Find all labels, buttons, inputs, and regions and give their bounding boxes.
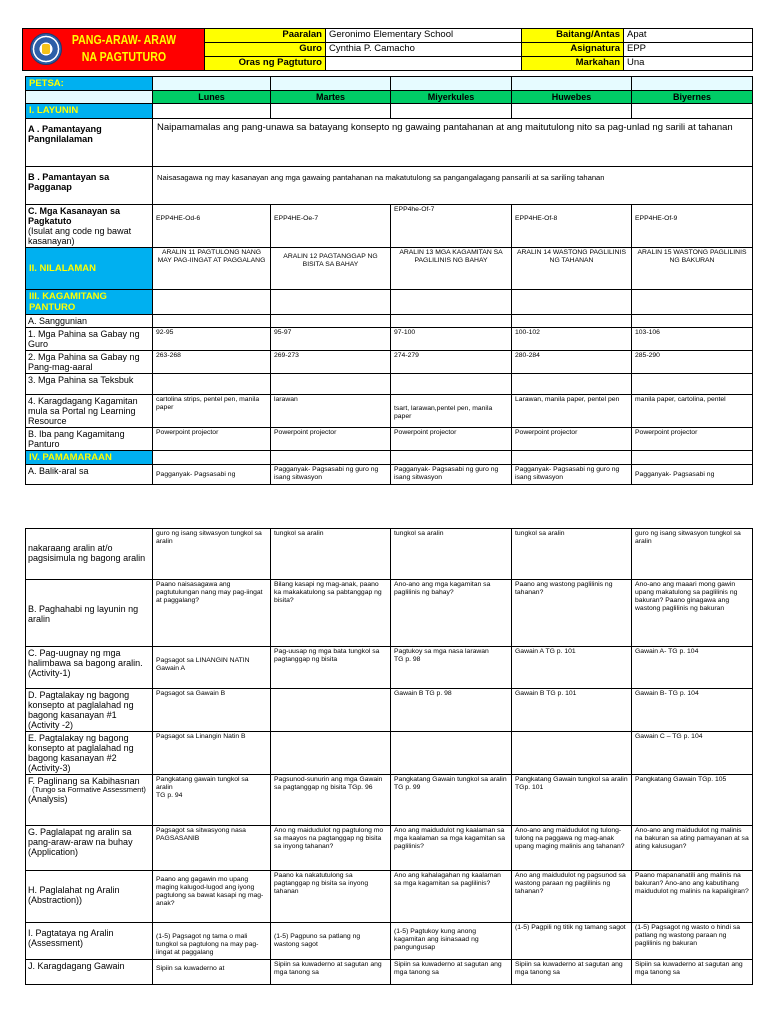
blank-cell <box>632 374 753 395</box>
blank-cell <box>512 315 632 328</box>
blank-cell <box>153 451 271 465</box>
karagdagan-kagamitan: manila paper, cartolina, pentel <box>632 395 753 428</box>
karagdagang-gawain-cell: Sipiin sa kuwaderno at sagutan ang mga tanong sa <box>391 960 512 985</box>
pag-uugnay-cell: Pagsagot sa LINANGIN NATIN Gawain A <box>153 647 271 689</box>
petsa-cell <box>271 77 391 91</box>
paglalahat-cell: Paano mapananatili ang malinis na bakuran? Ano-ano ang kabutihang maidudulot ng malinis na kapaligiran? <box>632 871 753 923</box>
layunin-c-label <box>26 205 153 248</box>
pagtataya-cell: (1-5) Pagsagot ng wasto o hindi sa patlang ng wastong paraan ng paglilinis ng bakuran <box>632 923 753 960</box>
section-layunin: I. LAYUNIN <box>26 104 153 119</box>
blank-cell <box>271 290 391 315</box>
logo-text: PANG-ARAW- ARAW NA PAGTUTURO <box>71 33 177 64</box>
gabay-mag-aaral-pahina: 274-279 <box>391 351 512 374</box>
pagtalakay-1-cell <box>271 689 391 732</box>
pagtataya-title: I. Pagtataya ng Aralin <box>28 928 114 938</box>
paglalapat-title: G. Paglalapat ng aralin sa pang-araw-araw na buhay <box>28 827 133 847</box>
paglinang-cell: Pangkatang Gawain TGp. 105 <box>632 775 753 826</box>
gabay-mag-aaral-pahina: 280-284 <box>512 351 632 374</box>
paglalapat-cell: Ano-ano ang maidudulot ng tulong-tulong na paggawa ng mag-anak upang maging malinis ang tahanan? <box>512 826 632 871</box>
paglalapat-sub: (Application) <box>28 847 79 857</box>
layunin-b-text: Naisasagawa ng may kasanayan ang mga gawaing pantahanan na makatutulong sa pangangalagang pansarili at sa sariling tahanan <box>153 167 753 205</box>
paaralan-value: Geronimo Elementary School <box>326 29 522 43</box>
pagtataya-cell: (1-5) Pagtukoy kung anong kagamitan ang isinasaad ng pangungusap <box>391 923 512 960</box>
balik-aral-cell: tungkol sa aralin <box>391 529 512 580</box>
paghahabi-label: B. Paghahabi ng layunin ng aralin <box>26 580 153 647</box>
balik-aral-cell: Pagganyak- Pagsasabi ng <box>153 465 271 485</box>
petsa-label: PETSA: <box>26 77 153 91</box>
paglalahat-label <box>26 871 153 923</box>
paglalahat-cell: Paano ka nakatutulong sa pagtanggap ng bisita sa inyong tahanan <box>271 871 391 923</box>
layunin-c-title: C. Mga Kasanayan sa Pagkatuto <box>28 206 121 226</box>
baitang-value: Apat <box>624 29 753 43</box>
pagtalakay-2-cell <box>271 732 391 775</box>
karagdagang-gawain-cell: Sipiin sa kuwaderno at sagutan ang mga tanong sa <box>512 960 632 985</box>
iba-kagamitan: Powerpoint projector <box>153 428 271 451</box>
blank-cell <box>271 374 391 395</box>
iba-kagamitan: Powerpoint projector <box>512 428 632 451</box>
iba-kagamitan: Powerpoint projector <box>391 428 512 451</box>
paglalapat-label <box>26 826 153 871</box>
balik-aral-cell: Pagganyak- Pagsasabi ng guro ng isang sitwasyon <box>512 465 632 485</box>
paghahabi-cell: Ano-ano ang maaari mong gawin upang makatulong sa paglilinis ng bakuran? Paano ginagawa ang wastong paglilinis ng bakuran <box>632 580 753 647</box>
paghahabi-cell: Paano ang wastong paglilinis ng tahanan? <box>512 580 632 647</box>
karagdagang-gawain-cell: Sipiin sa kuwaderno at <box>153 960 271 985</box>
paglinang-label <box>26 775 153 826</box>
oras-value <box>326 57 522 71</box>
pagtataya-sub: (Assessment) <box>28 938 84 948</box>
iba-kagamitan: Powerpoint projector <box>271 428 391 451</box>
blank-cell <box>391 451 512 465</box>
dll-table-top <box>25 76 753 485</box>
paglalapat-cell: Ano ang maidudulot ng kaalaman sa mga kaalaman sa mga kagamitan sa paglilinis? <box>391 826 512 871</box>
nilalaman-cell: ARALIN 13 MGA KAGAMITAN SA PAGLILINIS NG BAHAY <box>391 248 512 290</box>
paglalapat-cell: Ano ng maidudulot ng pagtulong mo sa maayos na pagtanggap ng bisita sa inyong tahanan? <box>271 826 391 871</box>
pagtalakay-2-cell <box>512 732 632 775</box>
blank-cell <box>271 104 391 119</box>
day-header-blank <box>26 91 153 104</box>
pagtalakay-2-title: E. Pagtalakay ng bagong konsepto at paglalahad ng bagong kasanayan #2 <box>28 733 134 763</box>
paglalahat-cell: Ano ang maidudulot ng pagsunod sa wastong paraan ng paglilinis ng tahanan? <box>512 871 632 923</box>
layunin-b-label: B . Pamantayan sa Pagganap <box>26 167 153 205</box>
pagtalakay-1-title: D. Pagtalakay ng bagong konsepto at paglalahad ng bagong kasanayan #1 <box>28 690 134 720</box>
paglalapat-cell: Pagsagot sa sitwasyong nasa PAGSASANIB <box>153 826 271 871</box>
day-header: Martes <box>271 91 391 104</box>
blank-cell <box>632 315 753 328</box>
iba-kagamitan-label: B. Iba pang Kagamitang Panturo <box>26 428 153 451</box>
blank-cell <box>391 104 512 119</box>
section-nilalaman: II. NILALAMAN <box>26 248 153 290</box>
baitang-label: Baitang/Antas <box>522 29 624 43</box>
pagtalakay-2-sub: (Activity-3) <box>28 763 71 773</box>
paglalahat-cell: Ano ang kahalagahan ng kaalaman sa mga kagamitan sa paglilinis? <box>391 871 512 923</box>
guro-value: Cynthia P. Camacho <box>326 43 522 57</box>
iba-kagamitan: Powerpoint projector <box>632 428 753 451</box>
pag-uugnay-cell: Gawain A- TG p. 104 <box>632 647 753 689</box>
pagtalakay-2-cell: Pagsagot sa Linangin Natin B <box>153 732 271 775</box>
oras-label: Oras ng Pagtuturo <box>205 57 326 71</box>
balik-aral-label-cont: nakaraang aralin at/o pagsisimula ng bagong aralin <box>26 529 153 580</box>
blank-cell <box>512 104 632 119</box>
kasanayan-code: EPP4HE-Of-8 <box>512 205 632 248</box>
paglalahat-cell: Paano ang gagawin mo upang maging kalugod-lugod ang iyong pagtulong sa bawat kasapi ng mag-anak? <box>153 871 271 923</box>
karagdagang-gawain-cell: Sipiin sa kuwaderno at sagutan ang mga tanong sa <box>632 960 753 985</box>
paglalapat-cell: Ano-ano ang maidudulot ng malinis na bakuran sa ating pamayanan at sa ating kalusugan? <box>632 826 753 871</box>
paglinang-sub: (Analysis) <box>28 794 68 804</box>
asignatura-label: Asignatura <box>522 43 624 57</box>
pagtataya-cell: (1-5) Pagsagot ng tama o mali tungkol sa pagtulong na may pag-iingat at paggalang <box>153 923 271 960</box>
balik-aral-cell: Pagganyak- Pagsasabi ng <box>632 465 753 485</box>
pagtalakay-1-sub: (Activity -2) <box>28 720 73 730</box>
blank-cell <box>153 290 271 315</box>
pagtalakay-1-cell: Gawain B TG p. 101 <box>512 689 632 732</box>
guro-label: Guro <box>205 43 326 57</box>
blank-cell <box>391 374 512 395</box>
kasanayan-code: EPP4he-Of-7 <box>391 205 512 248</box>
pagtataya-label <box>26 923 153 960</box>
karagdagan-kagamitan: Larawan, manila paper, pentel pen <box>512 395 632 428</box>
karagdagang-gawain-label: J. Karagdagang Gawain <box>26 960 153 985</box>
blank-cell <box>153 104 271 119</box>
balik-aral-cell: guro ng isang sitwasyon tungkol sa aralin <box>632 529 753 580</box>
blank-cell <box>512 451 632 465</box>
balik-aral-cell: tungkol sa aralin <box>271 529 391 580</box>
pag-uugnay-sub: (Activity-1) <box>28 668 71 678</box>
petsa-cell <box>391 77 512 91</box>
layunin-a-label: A . Pamantayang Pangnilalaman <box>26 119 153 167</box>
blank-cell <box>512 290 632 315</box>
balik-aral-cell: Pagganyak- Pagsasabi ng guro ng isang sitwasyon <box>391 465 512 485</box>
balik-aral-cell: guro ng isang sitwasyon tungkol sa aralin <box>153 529 271 580</box>
gabay-mag-aaral-pahina: 263-268 <box>153 351 271 374</box>
karagdagan-label: 4. Karagdagang Kagamitan mula sa Portal ng Learning Resource <box>26 395 153 428</box>
nilalaman-cell: ARALIN 11 PAGTULONG NANG MAY PAG-IINGAT AT PAGGALANG <box>153 248 271 290</box>
pag-uugnay-cell: Pag-uusap ng mga bata tungkol sa pagtanggap ng bisita <box>271 647 391 689</box>
gabay-guro-pahina: 103-106 <box>632 328 753 351</box>
petsa-cell <box>153 77 271 91</box>
karagdagan-kagamitan: larawan <box>271 395 391 428</box>
paaralan-label: Paaralan <box>205 29 326 43</box>
petsa-cell <box>632 77 753 91</box>
logo-block <box>23 29 205 71</box>
pagtataya-cell: (1-5) Pagpili ng titik ng tamang sagot <box>512 923 632 960</box>
gabay-mag-aaral-pahina: 285-290 <box>632 351 753 374</box>
teksbuk-label: 3. Mga Pahina sa Teksbuk <box>26 374 153 395</box>
blank-cell <box>271 451 391 465</box>
pagtataya-cell: (1-5) Pagpuno sa patlang ng wastong sagot <box>271 923 391 960</box>
paghahabi-cell: Ano-ano ang mga kagamitan sa paglilinis ng bahay? <box>391 580 512 647</box>
balik-aral-label: A. Balik-aral sa <box>26 465 153 485</box>
paglinang-cell: Pangkatang Gawain tungkol sa aralin TG p. 99 <box>391 775 512 826</box>
paglinang-title: F. Paglinang sa Kabihasnan <box>28 776 140 786</box>
gabay-guro-pahina: 100-102 <box>512 328 632 351</box>
paglinang-cell: Pangkatang Gawain tungkol sa aralin TGp. 101 <box>512 775 632 826</box>
nilalaman-cell: ARALIN 14 WASTONG PAGLILINIS NG TAHANAN <box>512 248 632 290</box>
pagtalakay-1-cell: Pagsagot sa Gawain B <box>153 689 271 732</box>
markahan-label: Markahan <box>522 57 624 71</box>
layunin-c-sub: (Isulat ang code ng bawat kasanayan) <box>28 226 132 246</box>
gabay-guro-pahina: 92-95 <box>153 328 271 351</box>
blank-cell <box>391 315 512 328</box>
blank-cell <box>153 315 271 328</box>
paglinang-cell: Pagsunod-sunurin ang mga Gawain sa pagtanggap ng bisita TGp. 96 <box>271 775 391 826</box>
pagtalakay-1-cell: Gawain B- TG p. 104 <box>632 689 753 732</box>
section-pamamaraan: IV. PAMAMARAAN <box>26 451 153 465</box>
karagdagan-kagamitan: tsart, larawan,pentel pen, manila paper <box>391 395 512 428</box>
blank-cell <box>271 315 391 328</box>
nilalaman-cell: ARALIN 12 PAGTANGGAP NG BISITA SA BAHAY <box>271 248 391 290</box>
dll-table-bottom <box>25 528 753 985</box>
pagtalakay-2-label <box>26 732 153 775</box>
sanggunian-label: A. Sanggunian <box>26 315 153 328</box>
balik-aral-cell: tungkol sa aralin <box>512 529 632 580</box>
paghahabi-cell: Paano naisasagawa ang pagtutulungan nang may pag-iingat at paggalang? <box>153 580 271 647</box>
nilalaman-cell: ARALIN 15 WASTONG PAGLILINIS NG BAKURAN <box>632 248 753 290</box>
blank-cell <box>153 374 271 395</box>
gabay-guro-pahina: 97-100 <box>391 328 512 351</box>
pag-uugnay-label <box>26 647 153 689</box>
pagtalakay-1-cell: Gawain B TG p. 98 <box>391 689 512 732</box>
karagdagan-kagamitan: cartolina strips, pentel pen, manila paper <box>153 395 271 428</box>
blank-cell <box>632 451 753 465</box>
section-kagamitan: III. KAGAMITANG PANTURO <box>26 290 153 315</box>
paglalahat-title: H. Paglalahat ng Aralin <box>28 885 120 895</box>
pag-uugnay-cell: Gawain A TG p. 101 <box>512 647 632 689</box>
paghahabi-cell: Bilang kasapi ng mag-anak, paano ka makakatulong sa pabtanggap ng bisita? <box>271 580 391 647</box>
day-header: Huwebes <box>512 91 632 104</box>
gabay-guro-pahina: 95-97 <box>271 328 391 351</box>
layunin-a-text: Naipamamalas ang pang-unawa sa batayang konsepto ng gawaing pantahanan at ang maitutulong nito sa pag-unlad ng sarili at tahanan <box>153 119 753 167</box>
day-header: Biyernes <box>632 91 753 104</box>
gabay-mag-aaral-pahina: 269-273 <box>271 351 391 374</box>
pag-uugnay-title: C. Pag-uugnay ng mga halimbawa sa bagong aralin. <box>28 648 143 668</box>
balik-aral-cell: Pagganyak- Pagsasabi ng guro ng isang sitwasyon <box>271 465 391 485</box>
petsa-cell <box>512 77 632 91</box>
pagtalakay-2-cell: Gawain C – TG p. 104 <box>632 732 753 775</box>
paglinang-note: (Tungo sa Formative Assessment) <box>32 785 146 794</box>
karagdagang-gawain-cell: Sipiin sa kuwaderno at sagutan ang mga tanong sa <box>271 960 391 985</box>
day-header: Lunes <box>153 91 271 104</box>
header-table <box>22 28 753 71</box>
kasanayan-code: EPP4HE-Of-9 <box>632 205 753 248</box>
day-header: Miyerkules <box>391 91 512 104</box>
pagtalakay-2-cell <box>391 732 512 775</box>
blank-cell <box>632 290 753 315</box>
asignatura-value: EPP <box>624 43 753 57</box>
gabay-mag-aaral-label: 2. Mga Pahina sa Gabay ng Pang-mag-aaral <box>26 351 153 374</box>
kasanayan-code: EPP4HE-Od-6 <box>153 205 271 248</box>
blank-cell <box>391 290 512 315</box>
blank-cell <box>632 104 753 119</box>
pag-uugnay-cell: Pagtukoy sa mga nasa larawan TG p. 98 <box>391 647 512 689</box>
paglalahat-sub: (Abstraction)) <box>28 895 83 905</box>
markahan-value: Una <box>624 57 753 71</box>
paglinang-cell: Pangkatang gawain tungkol sa aralin TG p. 94 <box>153 775 271 826</box>
blank-cell <box>512 374 632 395</box>
gabay-guro-label: 1. Mga Pahina sa Gabay ng Guro <box>26 328 153 351</box>
deped-seal-icon <box>30 33 62 65</box>
kasanayan-code: EPP4HE-Oe-7 <box>271 205 391 248</box>
pagtalakay-1-label <box>26 689 153 732</box>
